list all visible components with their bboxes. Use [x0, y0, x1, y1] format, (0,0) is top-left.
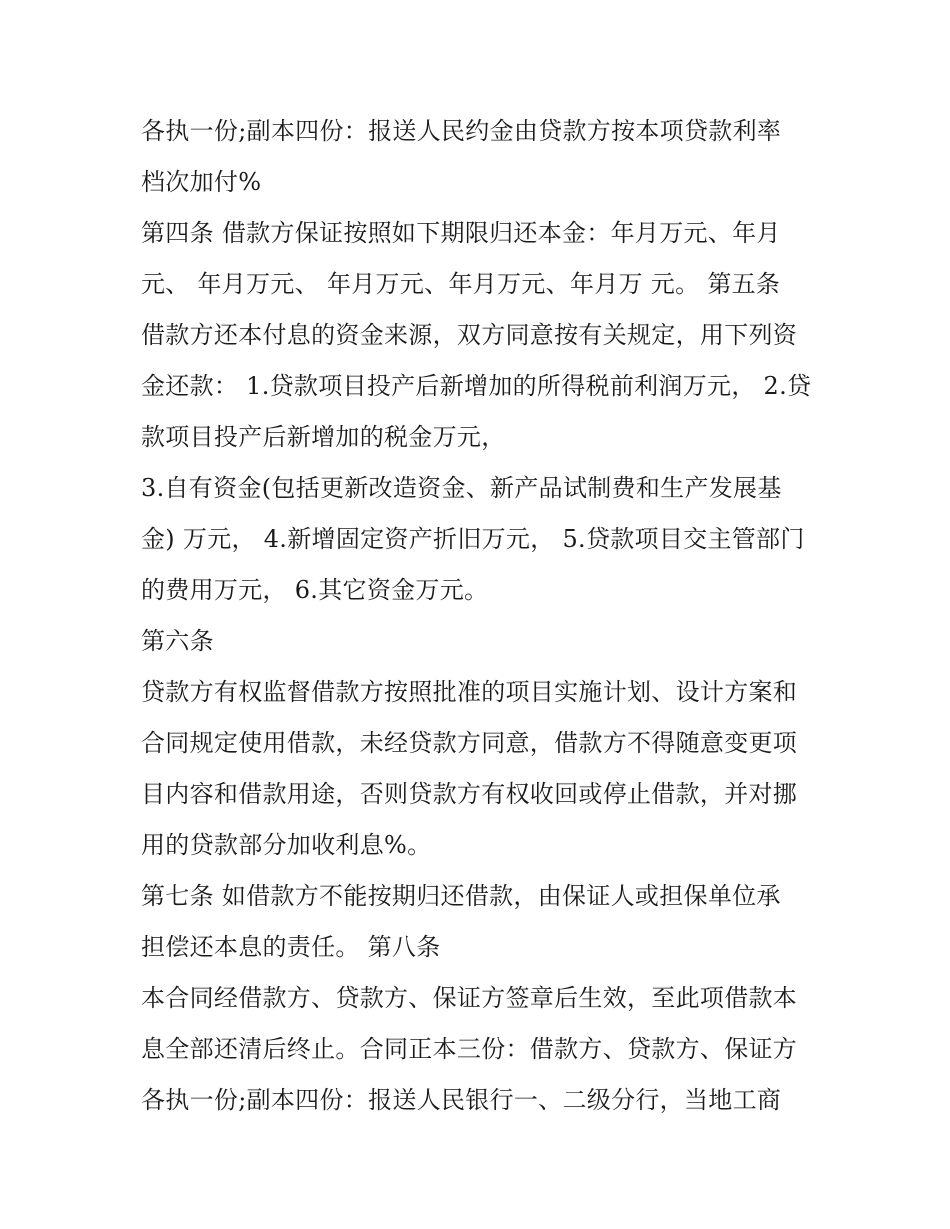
text-line: 第六条 — [141, 627, 214, 655]
text-line: 用的贷款部分加收利息%。 — [141, 831, 432, 859]
text-line: 金) 万元， 4.新增固定资产折旧万元， 5.贷款项目交主管部门 — [141, 525, 805, 553]
text-line: 的费用万元， 6.其它资金万元。 — [141, 576, 489, 604]
text-line: 合同规定使用借款，未经贷款方同意，借款方不得随意变更项 — [141, 729, 798, 757]
text-line: 款项目投产后新增加的税金万元， — [141, 423, 506, 451]
text-line: 各执一份;副本四份：报送人民约金由贷款方按本项贷款利率 — [141, 117, 782, 145]
text-line: 借款方还本付息的资金来源，双方同意按有关规定，用下列资 — [141, 321, 798, 349]
text-line: 第七条 如借款方不能按期归还借款，由保证人或担保单位承 — [141, 882, 781, 910]
text-line: 档次加付% — [141, 168, 262, 196]
text-line: 目内容和借款用途，否则贷款方有权收回或停止借款，并对挪 — [141, 780, 798, 808]
text-line: 各执一份;副本四份：报送人民银行一、二级分行，当地工商 — [141, 1086, 782, 1114]
text-line: 担偿还本息的责任。 第八条 — [141, 933, 441, 961]
contract-body-text — [141, 106, 821, 1126]
text-line: 贷款方有权监督借款方按照批准的项目实施计划、设计方案和 — [141, 678, 798, 706]
text-line: 3.自有资金(包括更新改造资金、新产品试制费和生产发展基 — [141, 474, 782, 502]
text-line: 本合同经借款方、贷款方、保证方签章后生效，至此项借款本 — [141, 984, 798, 1012]
text-line: 第四条 借款方保证按照如下期限归还本金：年月万元、年月 — [141, 219, 781, 247]
text-line: 元、 年月万元、 年月万元、年月万元、年月万 元。 第五条 — [141, 270, 781, 298]
text-line: 息全部还清后终止。合同正本三份：借款方、贷款方、保证方 — [141, 1035, 798, 1063]
text-line: 金还款： 1.贷款项目投产后新增加的所得税前利润万元， 2.贷 — [141, 372, 812, 400]
